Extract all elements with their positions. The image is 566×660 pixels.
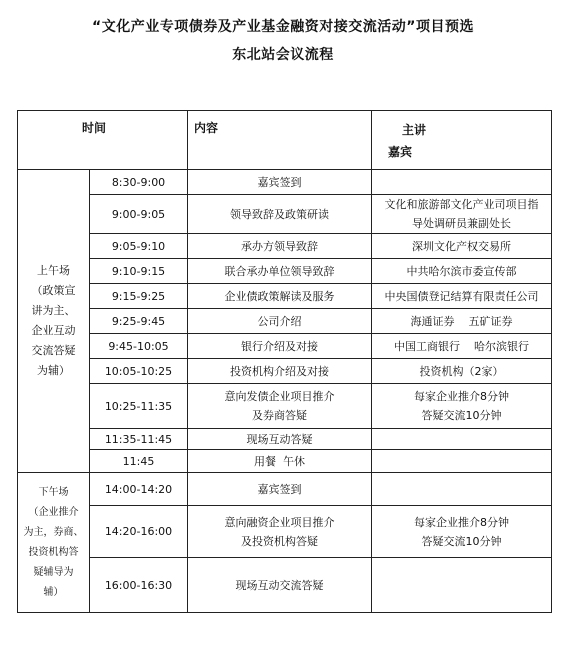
table-row [18,309,552,334]
time-cell: 9:15-9:25 [90,284,188,309]
speaker-line: 答疑交流10分钟 [421,534,502,548]
speaker-cell [372,234,552,259]
afternoon-session-label [18,473,90,613]
session-label-line: 上午场 [37,264,70,277]
table-row [18,334,552,359]
content-line: 嘉宾签到 [257,482,302,496]
time-cell: 9:05-9:10 [90,234,188,259]
content-cell [188,506,372,558]
header-speaker-line2: 嘉宾 [388,145,413,159]
speaker-line: 文化和旅游部文化产业司项目指 [384,198,539,211]
content-cell [188,195,372,234]
session-label-line: （企业推介 [28,506,79,518]
header-time: 时间 [18,111,188,170]
session-label-line: 为主，券商、 [23,526,84,538]
speaker-line: 中央国债登记结算有限责任公司 [384,289,539,303]
schedule-table [17,110,552,613]
content-cell [188,384,372,429]
speaker-cell [372,170,552,195]
table-row [18,170,552,195]
table-row [18,429,552,450]
time-cell: 14:00-14:20 [90,473,188,506]
speaker-cell [372,450,552,473]
content-line: 现场互动交流答疑 [235,578,324,592]
speaker-cell [372,384,552,429]
table-row [18,558,552,613]
speaker-cell [372,334,552,359]
content-line: 嘉宾签到 [257,175,302,189]
time-cell: 8:30-9:00 [90,170,188,195]
session-label-line: 交流答疑 [31,344,76,357]
time-cell: 9:45-10:05 [90,334,188,359]
speaker-cell [372,473,552,506]
content-cell [188,558,372,613]
table-row [18,359,552,384]
content-cell [188,309,372,334]
speaker-line: 答疑交流10分钟 [421,409,502,422]
content-line: 及券商答疑 [252,409,308,422]
speaker-cell [372,195,552,234]
speaker-cell [372,309,552,334]
content-line: 银行介绍及对接 [241,339,319,353]
speaker-line: 导处调研员兼副处长 [412,217,512,230]
content-cell [188,334,372,359]
table-row [18,450,552,473]
speaker-cell [372,359,552,384]
session-label-line: 辅） [43,586,64,598]
session-label-line: 讲为主、 [31,304,76,317]
session-label-line: 为辅） [37,364,70,377]
speaker-cell [372,558,552,613]
speaker-line: 每家企业推介8分钟 [414,515,510,529]
speaker-line: 深圳文化产权交易所 [412,239,512,253]
header-speaker [372,111,552,170]
time-cell: 10:25-11:35 [90,384,188,429]
header-content: 内容 [188,111,372,170]
table-row [18,284,552,309]
content-cell [188,234,372,259]
time-cell: 11:45 [90,450,188,473]
session-label-line: 投资机构答 [28,546,79,558]
header-speaker-line1: 主讲 [402,123,427,137]
content-line: 企业债政策解读及服务 [224,289,335,303]
speaker-line: 海通证券 五矿证券 [410,314,513,328]
table-row [18,473,552,506]
content-line: 及投资机构答疑 [241,534,319,548]
content-line: 领导致辞及政策研读 [230,207,330,221]
time-cell: 10:05-10:25 [90,359,188,384]
content-line: 投资机构介绍及对接 [230,364,330,378]
time-cell: 9:00-9:05 [90,195,188,234]
table-row [18,259,552,284]
time-cell: 14:20-16:00 [90,506,188,558]
content-cell [188,473,372,506]
page-title: “文化产业专项债券及产业基金融资对接交流活动”项目预选 [92,19,474,35]
content-line: 意向融资企业项目推介 [224,515,335,529]
speaker-line: 中国工商银行 哈尔滨银行 [394,339,530,353]
speaker-cell [372,259,552,284]
content-cell [188,170,372,195]
content-line: 现场互动答疑 [246,432,313,446]
session-label-line: 企业互动 [31,324,76,337]
page-subtitle: 东北站会议流程 [232,47,334,63]
content-cell [188,259,372,284]
speaker-line: 投资机构（2家） [419,364,504,378]
table-row [18,506,552,558]
speaker-cell [372,429,552,450]
content-line: 用餐 午休 [254,454,306,468]
content-cell [188,284,372,309]
time-cell: 16:00-16:30 [90,558,188,613]
content-line: 联合承办单位领导致辞 [224,264,335,278]
speaker-cell [372,284,552,309]
content-line: 公司介绍 [257,314,302,328]
table-row [18,234,552,259]
time-cell: 9:25-9:45 [90,309,188,334]
table-row [18,195,552,234]
time-cell: 9:10-9:15 [90,259,188,284]
morning-session-label [18,170,90,473]
content-cell [188,359,372,384]
speaker-line: 每家企业推介8分钟 [414,390,510,403]
table-row [18,384,552,429]
session-label-line: （政策宣 [31,284,76,297]
session-label-line: 疑辅导为 [33,566,74,578]
content-cell [188,429,372,450]
speaker-cell [372,506,552,558]
header-row [18,111,552,170]
time-cell: 11:35-11:45 [90,429,188,450]
content-cell [188,450,372,473]
speaker-line: 中共哈尔滨市委宣传部 [406,264,517,278]
content-line: 意向发债企业项目推介 [224,390,335,403]
session-label-line: 下午场 [38,486,69,498]
content-line: 承办方领导致辞 [241,239,319,253]
